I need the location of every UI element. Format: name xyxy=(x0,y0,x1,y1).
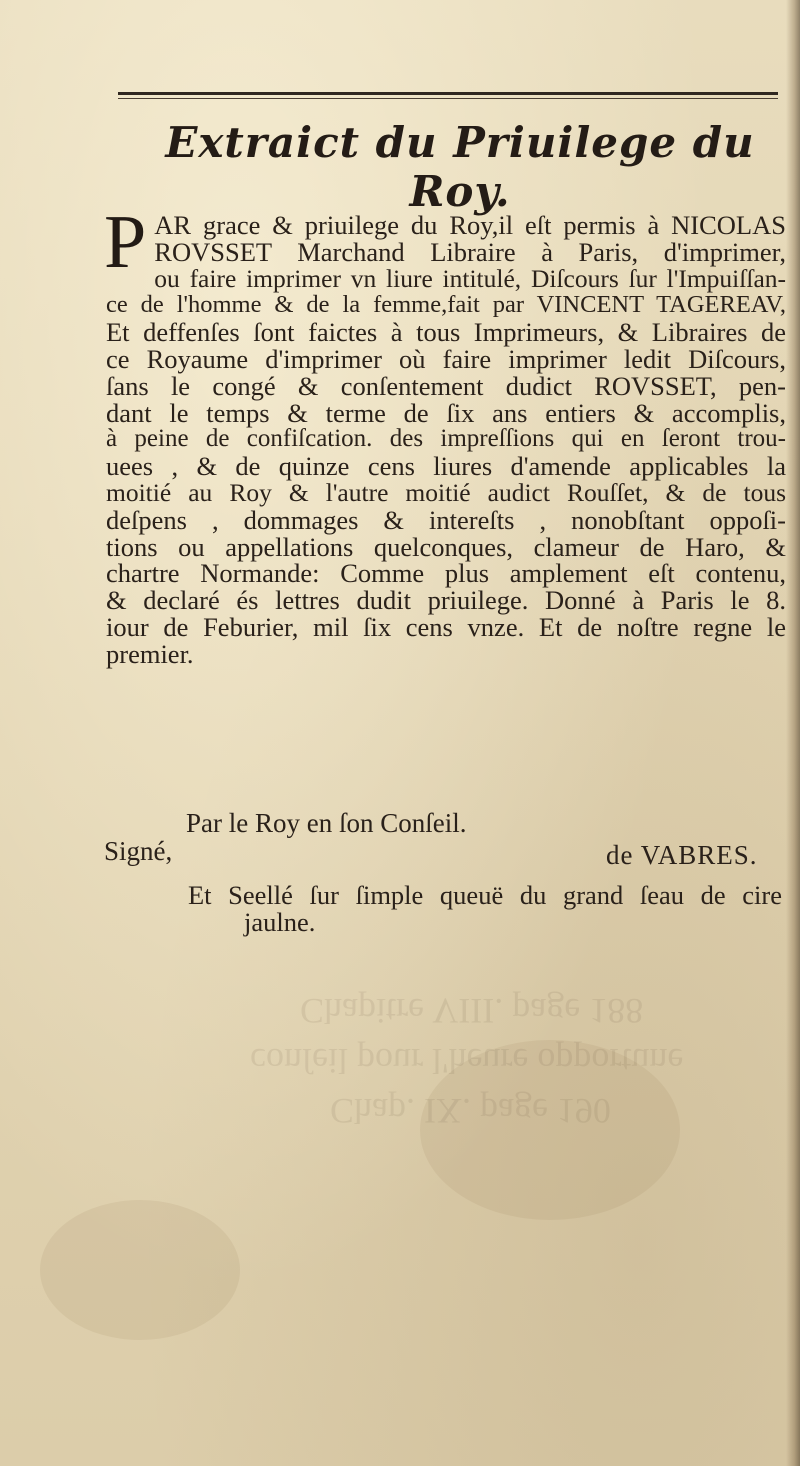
text-line: iour de Feburier, mil ſix cens vnze. Et de noſtre regne le xyxy=(106,611,786,642)
drop-cap: P xyxy=(104,200,147,284)
show-through-text: conſeil pour l'heure opportune xyxy=(250,1041,684,1081)
text-line: premier. xyxy=(106,638,194,669)
show-through-text: Chapitre VIII. page 188 xyxy=(300,991,644,1031)
paper-stain xyxy=(40,1200,240,1340)
text-line: à peine de confiſcation. des impreſſions qui en ſeront trou- xyxy=(106,425,786,453)
text-line: ou faire imprimer vn liure intitulé, Diſcours ſur l'Impuiſſan- xyxy=(154,263,786,293)
text-line: ſans le congé & conſentement dudict ROVSSET, pen- xyxy=(106,370,786,401)
text-line: Et Seellé ſur ſimple queuë du grand ſeau de cire xyxy=(188,880,782,910)
text-line: ce de l'homme & de la femme,fait par VINCENT TAGEREAV, xyxy=(106,291,786,319)
text-line: & declaré és lettres dudit priuilege. Donné à Paris le 8. xyxy=(106,585,786,616)
text-line: Et deffenſes ſont faictes à tous Imprimeurs, & Libraires de xyxy=(106,317,786,348)
text-line: chartre Normande: Comme plus amplement eſt contenu, xyxy=(106,558,786,589)
text-line: ce Royaume d'imprimer où faire imprimer ledit Diſcours, xyxy=(106,343,786,374)
privilege-text xyxy=(104,200,786,669)
page-title: Extraict du Priuilege du Roy. xyxy=(165,118,755,216)
signer-name: de VABRES. xyxy=(606,840,758,870)
text-line: deſpens , dommages & intereſts , nonobſtant oppoſi- xyxy=(106,504,786,535)
page-edge-shadow xyxy=(786,0,800,1466)
header-rule xyxy=(118,92,778,95)
show-through-text: Chap. IX. page 190 xyxy=(330,1091,611,1131)
header-rule-thin xyxy=(118,98,778,99)
text-line: moitié au Roy & l'autre moitié audict Rouſſet, & de tous xyxy=(106,477,786,507)
signed-label: Signé, xyxy=(104,836,173,866)
text-line: uees , & de quinze cens liures d'amende applicables la xyxy=(106,451,786,482)
text-line: jaulne. xyxy=(244,907,316,937)
council-line: Par le Roy en ſon Conſeil. xyxy=(186,808,467,838)
text-line: AR grace & priuilege du Roy,il eſt permis à NICOLAS xyxy=(154,210,786,240)
seal-note xyxy=(188,882,782,936)
text-line: ROVSSET Marchand Libraire à Paris, d'imprimer, xyxy=(154,236,786,267)
text-line: dant le temps & terme de ſix ans entiers & accomplis, xyxy=(106,397,786,428)
text-line: tions ou appellations quelconques, clameur de Haro, & xyxy=(106,531,786,562)
